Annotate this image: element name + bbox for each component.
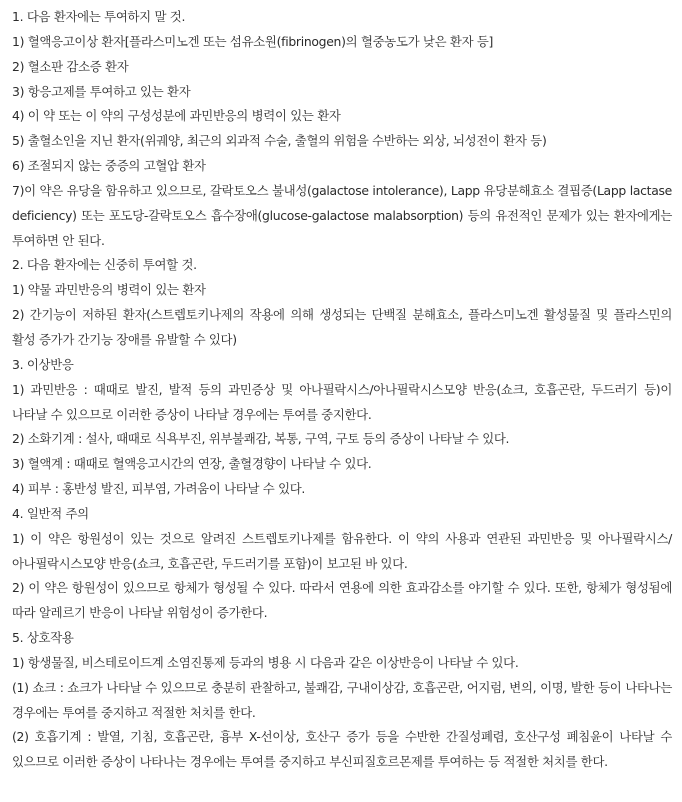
- list-item: 4) 이 약 또는 이 약의 구성성분에 과민반응의 병력이 있는 환자: [12, 108, 341, 124]
- list-item: 6) 조절되지 않는 중증의 고혈압 환자: [12, 158, 206, 174]
- section-heading-adverse-reactions: 3. 이상반응: [12, 356, 74, 372]
- document-body: [0, 5, 682, 775]
- list-item: 1) 항생물질, 비스테로이드계 소염진통제 등과의 병용 시 다음과 같은 이상반응이 나타날 수 있다.: [12, 654, 519, 670]
- list-item: 2) 이 약은 항원성이 있으므로 항체가 형성될 수 있다. 따라서 연용에 의한 효과감소를 야기할 수 있다. 또한, 항체가 형성됨에 따라 알레르기 반응이 나타날 위험성이 증가한다.: [12, 580, 672, 621]
- list-item: 2) 간기능이 저하된 환자(스트렙토키나제의 작용에 의해 생성되는 단백질 분해효소, 플라스미노겐 활성물질 및 플라스민의 활성 증가가 간기능 장애를 유발할 수 있다): [12, 307, 672, 347]
- list-item: 2) 소화기계 : 설사, 때때로 식욕부진, 위부불쾌감, 복통, 구역, 구토 등의 증상이 나타날 수 있다.: [12, 431, 510, 447]
- list-item: 3) 항응고제를 투여하고 있는 환자: [12, 83, 191, 99]
- list-item: 1) 이 약은 항원성이 있는 것으로 알려진 스트렙토키나제를 함유한다. 이 약의 사용과 연관된 과민반응 및 아나필락시스/아나필락시스모양 반응(쇼크, 호흡곤란, 두드러기를 포함)이 보고된 바 있다.: [12, 530, 672, 571]
- list-item: 4) 피부 : 홍반성 발진, 피부염, 가려움이 나타날 수 있다.: [12, 481, 306, 497]
- list-item: 2) 혈소판 감소증 환자: [12, 58, 129, 74]
- section-heading-interactions: 5. 상호작용: [12, 630, 74, 646]
- list-item: 1) 약물 과민반응의 병력이 있는 환자: [12, 282, 206, 298]
- list-item: 7)이 약은 유당을 함유하고 있으므로, 갈락토오스 불내성(galactose intolerance), Lapp 유당분해효소 결핍증(Lapp lactase deficiency) 또는 포도당-갈락토오스 흡수장애(glucose-galactose malabsorption) 등의 유전적인 문제가 있는 환자에게는 투여하면 안 된다.: [12, 182, 672, 248]
- section-heading-contraindications: 1. 다음 환자에는 투여하지 말 것.: [12, 9, 186, 24]
- list-item: 3) 혈액계 : 때때로 혈액응고시간의 연장, 출혈경향이 나타날 수 있다.: [12, 456, 372, 472]
- section-heading-caution: 2. 다음 환자에는 신중히 투여할 것.: [12, 257, 197, 273]
- list-item: 5) 출혈소인을 지닌 환자(위궤양, 최근의 외과적 수술, 출혈의 위험을 수반하는 외상, 뇌성전이 환자 등): [12, 133, 547, 149]
- list-item: (1) 쇼크 : 쇼크가 나타날 수 있으므로 충분히 관찰하고, 불쾌감, 구내이상감, 호흡곤란, 어지럼, 변의, 이명, 발한 등이 나타나는 경우에는 투여를 중지하고 적절한 처치를 한다.: [12, 679, 672, 720]
- list-item: 1) 과민반응 : 때때로 발진, 발적 등의 과민증상 및 아나필락시스/아나필락시스모양 반응(쇼크, 호흡곤란, 두드러기 등)이 나타날 수 있으므로 이러한 증상이 나타날 경우에는 투여를 중지한다.: [12, 381, 672, 422]
- section-heading-general-precautions: 4. 일반적 주의: [12, 505, 89, 521]
- list-item: 1) 혈액응고이상 환자[플라스미노겐 또는 섬유소원(fibrinogen)의 혈중농도가 낮은 환자 등]: [12, 33, 494, 49]
- list-item: (2) 호흡기계 : 발열, 기침, 호흡곤란, 흉부 X-선이상, 호산구 증가 등을 수반한 간질성폐렴, 호산구성 폐침윤이 나타날 수 있으므로 이러한 증상이 나타나는 경우에는 투여를 중지하고 부신피질호르몬제를 투여하는 등 적절한 처치를 한다.: [12, 729, 672, 770]
